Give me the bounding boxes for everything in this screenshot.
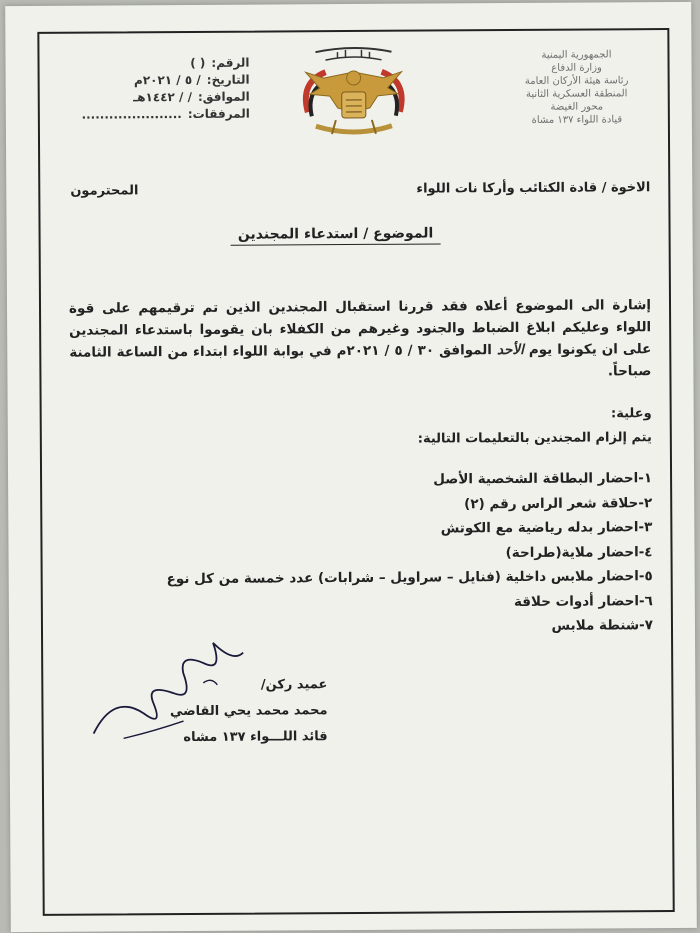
instruction-item: ٥-احضار ملابس داخلية (فنايل – سراويل – شرابات) عدد خمسة من كل نوع [166,568,653,588]
ref-date-row [60,72,250,90]
instructions-list [52,466,653,641]
addressee-to: الاخوة / قادة الكتائب وأركا نات اللواء [416,180,651,197]
instruction-item: ٢-حلاقة شعر الراس رقم (٢) [464,494,653,512]
signatory-title: قائد اللـــواء ١٣٧ مشاه [183,729,328,746]
ref-label: الرقم: [211,55,250,70]
instruction-item: ١-احضار البطاقة الشخصية الأصل [433,470,653,488]
attachments-label: المرفقات: [187,106,250,121]
instruction-item: ٦-احضار أدوات حلاقة [513,592,653,610]
yemen-emblem-icon [285,42,422,153]
issuer-line: محور الغيضة [550,101,604,113]
ref-hijri-row [60,89,250,107]
attachments-value: ...................... [81,107,182,122]
issuer-header [501,48,651,127]
body-text-part1: إشارة الى الموضوع أعلاه فقد قررنا استقبال المجندين الذين تم ترقيمهم على قوة اللواء وعليكم ابلاغ الضباط والجنود وغيرهم من الكفلاء بان يقوموا باستدعاء المجندين على ان يكونوا يوم [68,297,652,358]
document-sheet [5,2,697,932]
issuer-line: رئاسة هيئة الأركان العامة [524,75,629,87]
document-frame [37,28,674,916]
instructions-intro: يتم إلزام المجندين بالتعليمات التالية: [417,430,652,447]
signatory-name: محمد محمد يحي القاضي [169,703,328,720]
reference-block [59,55,249,124]
issuer-line: المنطقة العسكرية الثانية [525,88,628,100]
instruction-item: ٤-احضار ملاية(طراحة) [505,543,653,561]
salutation: المحترمون [70,183,139,199]
issuer-line: قيادة اللواء ١٣٧ مشاة [531,114,623,126]
issuer-line: الجمهورية اليمنية [541,49,612,61]
hijri-label: الموافق: [197,89,250,104]
handwritten-day: الأحد [496,341,524,359]
hijri-value: / / ١٤٤٢هـ [133,89,192,105]
instruction-item: ٣-احضار بدله رياضية مع الكوتش [440,519,653,537]
date-value: / ٥ / ٢٠٢١م [133,72,201,88]
date-label: التاريخ: [206,72,250,87]
ref-value: ( ) [190,55,206,70]
instruction-item: ٧-شنطة ملابس [551,617,654,634]
ref-attachments-row [60,106,250,124]
body-text-part2: الموافق ٣٠ / ٥ / ٢٠٢١م في بوابة اللواء ابتداء من الساعة الثامنة صباحاً. [69,342,652,380]
issuer-line: وزارة الدفاع [551,62,602,74]
subject-line: الموضوع / استدعاء المجندين [231,225,441,245]
addressee-line [70,180,650,199]
body-paragraph [69,294,652,386]
signature-block [87,672,327,751]
and-text: وعلية: [610,406,652,422]
signatory-rank: عميد ركن/ [260,677,328,693]
ref-number-row [59,55,249,73]
